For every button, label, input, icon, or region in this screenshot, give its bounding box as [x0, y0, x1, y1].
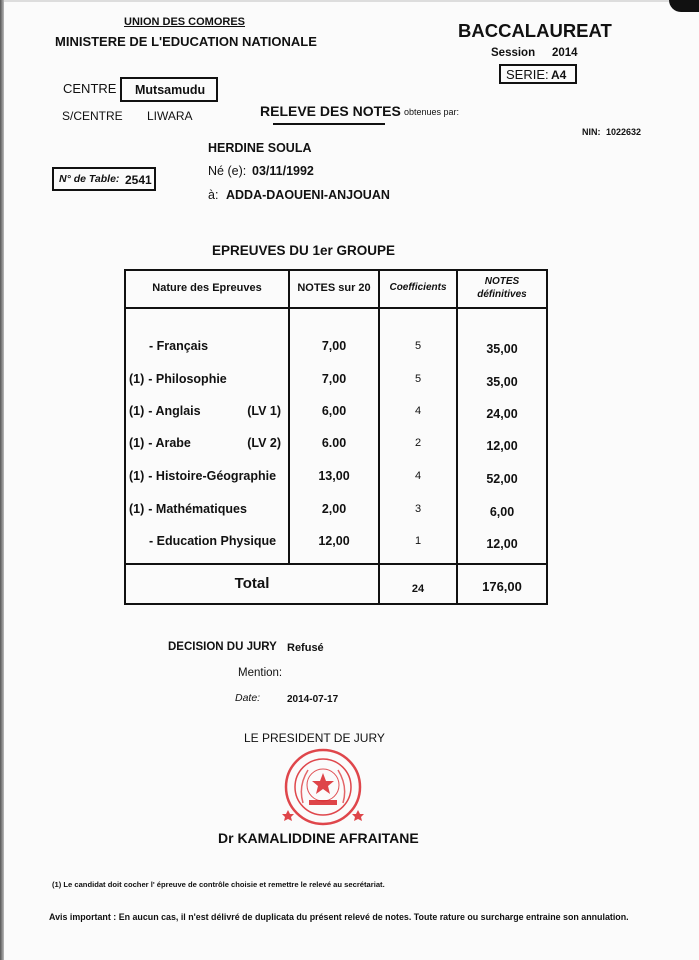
row-coef: 2 [414, 437, 422, 449]
footnote: (1) Le candidat doit cocher l' épreuve de contrôle choisie et remettre le relevé au secrétariat. [52, 880, 385, 889]
row-subject: - Anglais [148, 404, 201, 418]
group-title: EPREUVES DU 1er GROUPE [212, 243, 396, 258]
header-final-line1: NOTES [484, 276, 520, 287]
row-coef: 4 [414, 405, 422, 417]
serie-box [499, 64, 577, 84]
row-prefix: (1) [129, 404, 145, 418]
grades-table [124, 269, 548, 605]
row-score: 12,00 [318, 534, 350, 548]
stamp-star-right [352, 810, 364, 821]
col-divider-3 [456, 271, 458, 603]
subcentre-value: LIWARA [147, 109, 193, 123]
page-top-edge [0, 0, 699, 2]
table-number-value: 2541 [125, 173, 152, 187]
table-row [129, 436, 285, 451]
nin-value: 1022632 [606, 127, 642, 137]
total-divider [126, 563, 546, 565]
stamp-emblem [309, 773, 337, 805]
row-score: 13,00 [318, 469, 350, 483]
exam-title: BACCALAUREAT [458, 20, 612, 41]
serie-label: SERIE: [506, 67, 549, 82]
official-stamp [248, 748, 398, 826]
decision-value: Refusé [287, 642, 324, 654]
birth-date: 03/11/1992 [252, 164, 314, 178]
row-subject-extra: (LV 1) [247, 404, 281, 418]
decision-label: DECISION DU JURY [168, 641, 277, 653]
scan-left-edge [0, 0, 4, 960]
centre-value: Mutsamudu [135, 83, 206, 97]
serie-value: A4 [551, 68, 567, 82]
centre-box [120, 77, 218, 102]
president-title: LE PRESIDENT DE JURY [244, 731, 385, 745]
row-prefix: (1) [129, 469, 145, 483]
total-coef: 24 [411, 583, 425, 595]
stamp-star-left [282, 810, 294, 821]
row-subject: - Mathématiques [148, 502, 247, 516]
row-score: 6.00 [321, 436, 347, 450]
country-heading: UNION DES COMORES [124, 16, 246, 28]
scan-corner [669, 0, 699, 12]
total-final: 176,00 [482, 579, 522, 594]
row-score: 2,00 [321, 502, 347, 516]
table-number-box [52, 167, 156, 191]
table-row [129, 404, 285, 419]
row-prefix: (1) [129, 502, 145, 516]
table-number-label: N° de Table: [59, 173, 120, 185]
row-final: 24,00 [486, 407, 518, 421]
row-subject: - Histoire-Géographie [148, 469, 277, 483]
row-coef: 1 [414, 535, 422, 547]
table-row [129, 372, 285, 387]
title-suffix: obtenues par: [404, 107, 460, 117]
ministry-heading: MINISTERE DE L'EDUCATION NATIONALE [55, 34, 317, 49]
date-value: 2014-07-17 [287, 694, 339, 705]
president-name: Dr KAMALIDDINE AFRAITANE [218, 830, 419, 846]
birthplace-label: à: [208, 188, 219, 202]
row-coef: 5 [414, 373, 422, 385]
header-coef: Coefficients [389, 282, 447, 293]
row-coef: 3 [414, 503, 422, 515]
row-final: 35,00 [486, 342, 518, 356]
centre-label: CENTRE [63, 81, 117, 96]
mention-label: Mention: [238, 667, 283, 679]
row-final: 6,00 [489, 505, 515, 519]
row-score: 6,00 [321, 404, 347, 418]
header-final-line2: définitives [477, 289, 527, 300]
table-row [129, 502, 285, 517]
session-label: Session [491, 47, 536, 59]
row-coef: 5 [414, 340, 422, 352]
nin-label: NIN: [582, 127, 601, 137]
session-value: 2014 [552, 47, 578, 59]
header-divider [126, 307, 546, 309]
row-prefix: (1) [129, 372, 145, 386]
table-row [129, 339, 305, 354]
row-subject: - Français [149, 339, 209, 353]
row-coef: 4 [414, 470, 422, 482]
birthplace-value: ADDA-DAOUENI-ANJOUAN [226, 188, 390, 202]
subcentre-label: S/CENTRE [62, 109, 123, 123]
row-final: 12,00 [486, 439, 518, 453]
row-score: 7,00 [321, 339, 347, 353]
table-row [129, 469, 285, 484]
row-subject-extra: (LV 2) [247, 436, 281, 450]
date-label: Date: [235, 692, 261, 704]
total-label: Total [234, 575, 270, 592]
row-subject: - Arabe [148, 436, 191, 450]
row-final: 52,00 [486, 472, 518, 486]
row-final: 35,00 [486, 375, 518, 389]
row-subject: - Philosophie [148, 372, 227, 386]
header-subject: Nature des Epreuves [152, 282, 262, 294]
important-notice: Avis important : En aucun cas, il n'est délivré de duplicata du présent relevé de notes. Toute rature ou surcharge entraine son annulation. [49, 912, 629, 922]
row-subject: - Education Physique [149, 534, 277, 548]
row-score: 7,00 [321, 372, 347, 386]
title-underline [273, 123, 385, 125]
row-final: 12,00 [486, 537, 518, 551]
document-title: RELEVE DES NOTES [260, 103, 401, 119]
birth-label: Né (e): [208, 164, 247, 178]
table-row [129, 534, 305, 549]
candidate-name: HERDINE SOULA [208, 141, 312, 155]
row-prefix: (1) [129, 436, 145, 450]
header-score: NOTES sur 20 [297, 282, 371, 294]
